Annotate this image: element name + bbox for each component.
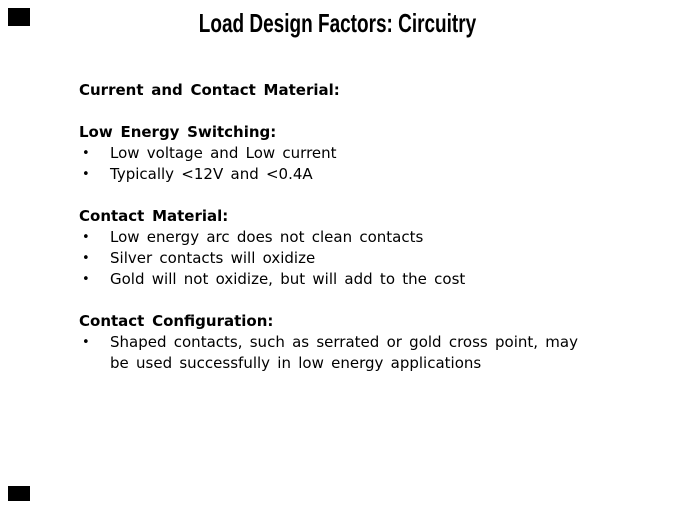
list-item — [79, 227, 619, 248]
corner-marker-bottom-left — [8, 486, 30, 501]
slide-title: Load Design Factors: Circuitry — [198, 8, 477, 38]
list-item — [79, 164, 619, 185]
section-low-energy-switching — [79, 122, 619, 185]
section-heading: Low Energy Switching: — [79, 123, 277, 141]
bullet-text: Typically <12V and <0.4A — [110, 165, 313, 183]
bullet-text: Low energy arc does not clean contacts — [110, 228, 424, 246]
list-item — [79, 332, 619, 374]
bullet-text: Silver contacts will oxidize — [110, 249, 316, 267]
section-heading: Current and Contact Material: — [79, 81, 340, 99]
list-item — [79, 269, 619, 290]
list-item — [79, 248, 619, 269]
bullet-text: Gold will not oxidize, but will add to the cost — [110, 270, 466, 288]
slide-body — [79, 80, 619, 374]
bullet-icon: • — [82, 335, 90, 350]
bullet-icon: • — [82, 272, 90, 287]
bullet-text: Shaped contacts, such as serrated or gold cross point, may be used successfully in low energy applications — [110, 333, 578, 372]
bullet-icon: • — [82, 230, 90, 245]
section-heading: Contact Configuration: — [79, 312, 274, 330]
bullet-text: Low voltage and Low current — [110, 144, 337, 162]
section-contact-material — [79, 206, 619, 290]
bullet-icon: • — [82, 167, 90, 182]
section-heading: Contact Material: — [79, 207, 229, 225]
list-item — [79, 143, 619, 164]
bullet-icon: • — [82, 146, 90, 161]
bullet-icon: • — [82, 251, 90, 266]
corner-marker-top-left — [8, 8, 30, 26]
section-contact-configuration — [79, 311, 619, 374]
section-current-and-contact-material — [79, 80, 619, 101]
